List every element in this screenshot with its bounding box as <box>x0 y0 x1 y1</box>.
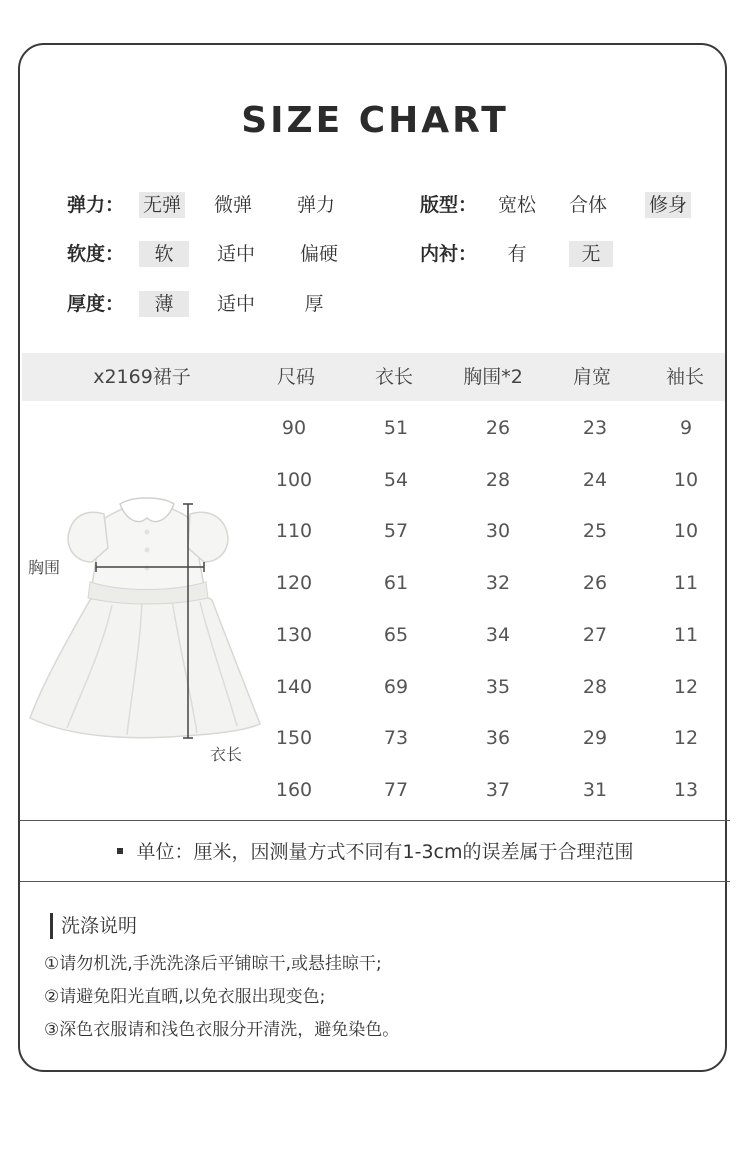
cell-length: 77 <box>383 779 409 801</box>
column-header-chest: 胸围*2 <box>463 366 523 388</box>
cell-length: 65 <box>383 624 409 646</box>
softness-label: 软度： <box>67 243 125 265</box>
thickness-label: 厚度： <box>67 293 125 315</box>
softness-option: 偏硬 <box>299 243 339 265</box>
column-header-sleeve: 袖长 <box>665 366 705 388</box>
cell-sleeve: 11 <box>673 624 699 646</box>
cell-length: 51 <box>383 417 409 439</box>
softness-option: 软 <box>139 241 189 267</box>
divider-top <box>20 820 730 821</box>
lining-option: 无 <box>569 241 613 267</box>
column-header-length: 衣长 <box>374 366 414 388</box>
length-label: 衣长 <box>210 745 243 764</box>
cell-shoulder: 31 <box>582 779 608 801</box>
cell-shoulder: 29 <box>582 727 608 749</box>
cell-size: 120 <box>275 572 313 594</box>
cell-size: 160 <box>275 779 313 801</box>
cell-length: 69 <box>383 676 409 698</box>
cell-shoulder: 25 <box>582 520 608 542</box>
cell-sleeve: 10 <box>673 520 699 542</box>
cell-length: 61 <box>383 572 409 594</box>
elasticity-option: 无弹 <box>139 192 185 218</box>
dress-illustration <box>30 498 260 738</box>
thickness-option: 适中 <box>216 293 256 315</box>
cell-shoulder: 24 <box>582 469 608 491</box>
cell-size: 130 <box>275 624 313 646</box>
elasticity-option: 微弹 <box>213 194 253 216</box>
cell-chest: 28 <box>485 469 511 491</box>
cell-size: 140 <box>275 676 313 698</box>
cell-length: 57 <box>383 520 409 542</box>
elasticity-label: 弹力： <box>67 194 125 216</box>
cell-size: 150 <box>275 727 313 749</box>
cell-shoulder: 26 <box>582 572 608 594</box>
column-header-size: 尺码 <box>276 366 316 388</box>
care-line: ③深色衣服请和浅色衣服分开清洗，避免染色。 <box>44 1020 400 1040</box>
product-name: x2169裙子 <box>93 366 191 388</box>
cell-sleeve: 12 <box>673 676 699 698</box>
fit-label: 版型： <box>420 194 478 216</box>
cell-chest: 37 <box>485 779 511 801</box>
fit-option: 宽松 <box>497 194 537 216</box>
cell-sleeve: 13 <box>673 779 699 801</box>
care-title: 洗涤说明 <box>50 913 137 939</box>
cell-chest: 35 <box>485 676 511 698</box>
cell-shoulder: 28 <box>582 676 608 698</box>
softness-option: 适中 <box>216 243 256 265</box>
lining-label: 内衬： <box>420 243 478 265</box>
dress-diagram <box>22 490 272 745</box>
cell-size: 110 <box>275 520 313 542</box>
thickness-option: 厚 <box>304 293 324 315</box>
cell-size: 100 <box>275 469 313 491</box>
bullet-square-icon <box>117 848 123 854</box>
divider-bottom <box>20 881 730 882</box>
cell-chest: 30 <box>485 520 511 542</box>
cell-chest: 36 <box>485 727 511 749</box>
cell-length: 73 <box>383 727 409 749</box>
cell-sleeve: 9 <box>679 417 693 439</box>
care-line: ②请避免阳光直晒,以免衣服出现变色; <box>44 987 326 1007</box>
cell-size: 90 <box>281 417 307 439</box>
cell-shoulder: 27 <box>582 624 608 646</box>
fit-option: 修身 <box>645 192 691 218</box>
cell-chest: 34 <box>485 624 511 646</box>
cell-length: 54 <box>383 469 409 491</box>
cell-chest: 32 <box>485 572 511 594</box>
unit-note: 单位：厘米，因测量方式不同有1-3cm的误差属于合理范围 <box>0 838 750 866</box>
thickness-option: 薄 <box>139 291 189 317</box>
elasticity-option: 弹力 <box>296 194 336 216</box>
page-title: SIZE CHART <box>241 100 509 141</box>
column-header-shoulder: 肩宽 <box>572 366 612 388</box>
chest-label: 胸围 <box>28 558 61 577</box>
cell-sleeve: 11 <box>673 572 699 594</box>
cell-shoulder: 23 <box>582 417 608 439</box>
care-line: ①请勿机洗,手洗洗涤后平铺晾干,或悬挂晾干; <box>44 954 382 974</box>
cell-chest: 26 <box>485 417 511 439</box>
lining-option: 有 <box>507 243 527 265</box>
fit-option: 合体 <box>568 194 608 216</box>
cell-sleeve: 12 <box>673 727 699 749</box>
cell-sleeve: 10 <box>673 469 699 491</box>
